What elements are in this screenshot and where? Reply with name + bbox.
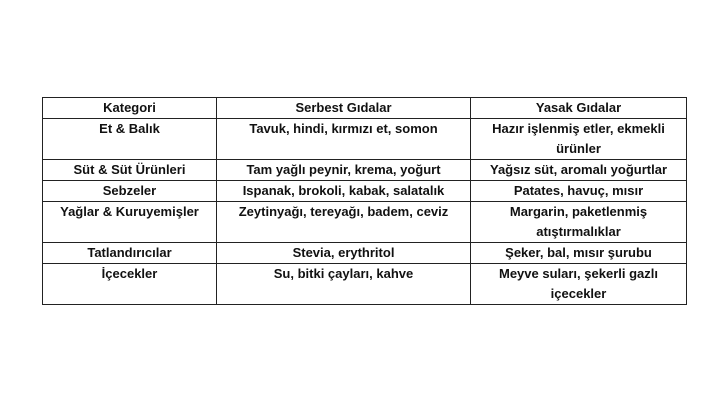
cell-forbidden: Yağsız süt, aromalı yoğurtlar: [471, 160, 687, 181]
cell-allowed: Stevia, erythritol: [217, 243, 471, 264]
table-row: [43, 243, 687, 264]
cell-forbidden: Hazır işlenmiş etler, ekmekli ürünler: [471, 119, 687, 160]
header-yasak-gidalar: Yasak Gıdalar: [471, 98, 687, 119]
table-row: [43, 181, 687, 202]
cell-forbidden: Meyve suları, şekerli gazlı içecekler: [471, 264, 687, 305]
cell-category: Yağlar & Kuruyemişler: [43, 202, 217, 243]
food-table: [42, 97, 687, 305]
cell-allowed: Tavuk, hindi, kırmızı et, somon: [217, 119, 471, 160]
cell-allowed: Tam yağlı peynir, krema, yoğurt: [217, 160, 471, 181]
cell-category: Et & Balık: [43, 119, 217, 160]
table-row: [43, 119, 687, 160]
cell-category: Tatlandırıcılar: [43, 243, 217, 264]
cell-allowed: Su, bitki çayları, kahve: [217, 264, 471, 305]
header-row: [43, 98, 687, 119]
cell-allowed: Ispanak, brokoli, kabak, salatalık: [217, 181, 471, 202]
cell-forbidden: Margarin, paketlenmiş atıştırmalıklar: [471, 202, 687, 243]
header-kategori: Kategori: [43, 98, 217, 119]
cell-forbidden: Şeker, bal, mısır şurubu: [471, 243, 687, 264]
header-serbest-gidalar: Serbest Gıdalar: [217, 98, 471, 119]
cell-category: İçecekler: [43, 264, 217, 305]
table-row: [43, 202, 687, 243]
cell-allowed: Zeytinyağı, tereyağı, badem, ceviz: [217, 202, 471, 243]
cell-category: Süt & Süt Ürünleri: [43, 160, 217, 181]
cell-forbidden: Patates, havuç, mısır: [471, 181, 687, 202]
cell-category: Sebzeler: [43, 181, 217, 202]
table-row: [43, 264, 687, 305]
table-row: [43, 160, 687, 181]
